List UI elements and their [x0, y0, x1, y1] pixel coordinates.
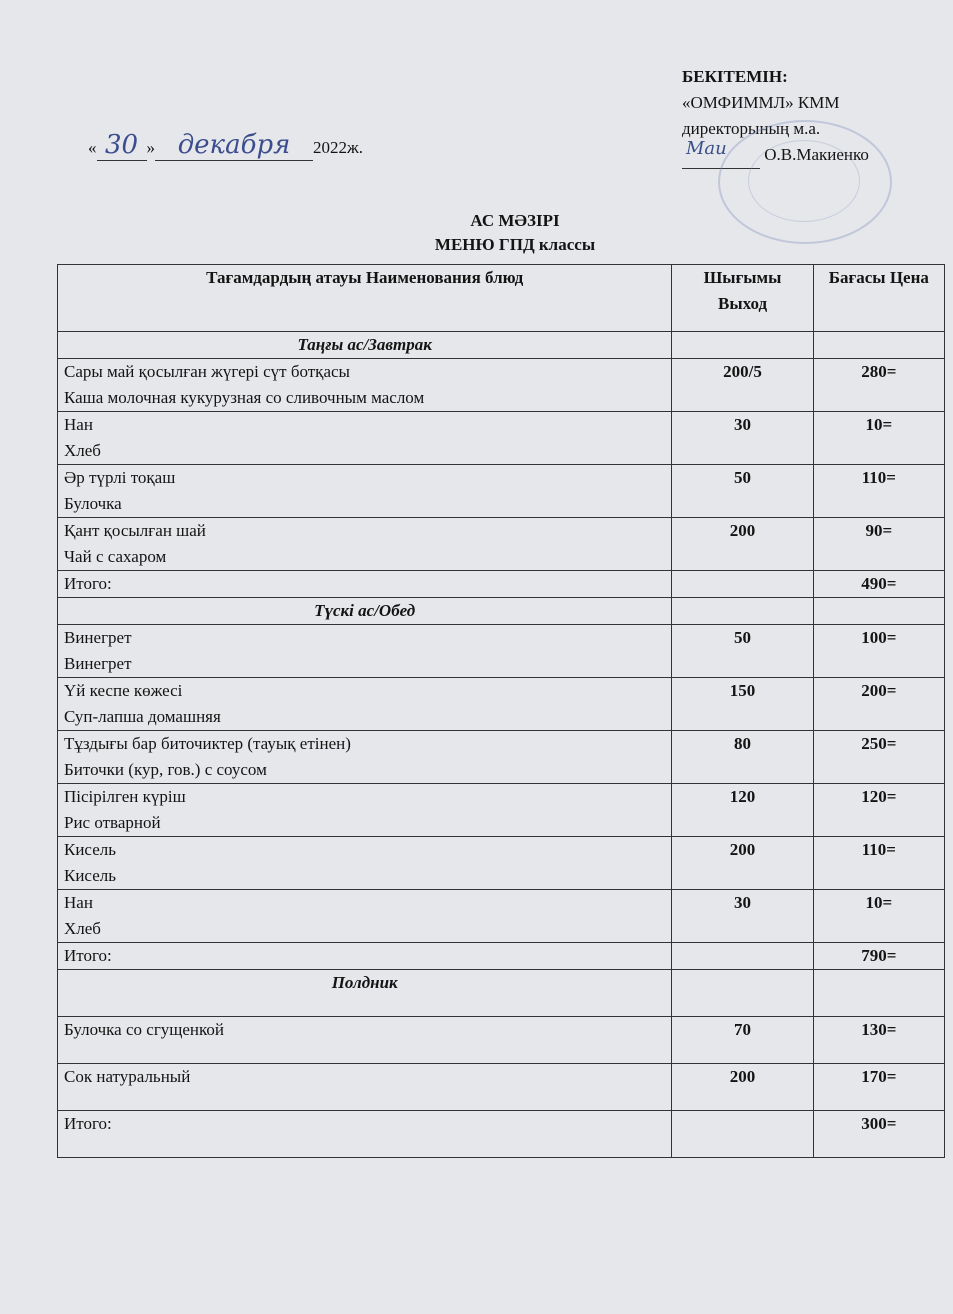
- dish-name-ru: Булочка: [64, 494, 122, 513]
- approval-title: БЕКІТЕМІН:: [682, 67, 788, 86]
- table-row: [58, 678, 945, 731]
- dish-output: 50: [672, 625, 813, 678]
- table-row: [58, 1017, 945, 1064]
- dish-price: 250=: [813, 731, 944, 784]
- table-row: [58, 837, 945, 890]
- date-open-quote: «: [88, 138, 97, 157]
- total-value: 790=: [813, 943, 944, 970]
- dish-name: Сок натуральный: [58, 1064, 672, 1111]
- total-label: Итого:: [58, 1111, 672, 1158]
- section-row: [58, 598, 945, 625]
- dish-price: 200=: [813, 678, 944, 731]
- table-row: [58, 625, 945, 678]
- dish-output: 120: [672, 784, 813, 837]
- dish-name-ru: Суп-лапша домашняя: [64, 707, 221, 726]
- dish-name-ru: Кисель: [64, 866, 116, 885]
- total-row: [58, 943, 945, 970]
- table-row: [58, 731, 945, 784]
- dish-name-kz: Нан: [64, 893, 93, 912]
- dish-name-ru: Чай с сахаром: [64, 547, 167, 566]
- table-row: [58, 1064, 945, 1111]
- table-row: [58, 784, 945, 837]
- table-row: [58, 412, 945, 465]
- table-row: [58, 890, 945, 943]
- table-row: [58, 465, 945, 518]
- dish-price: 100=: [813, 625, 944, 678]
- dish-name-ru: Рис отварной: [64, 813, 161, 832]
- dish-price: 10=: [813, 412, 944, 465]
- dish-name-kz: Тұздығы бар биточиктер (тауық етінен): [64, 734, 351, 753]
- dish-output: 200: [672, 1064, 813, 1111]
- date-day: 30: [97, 130, 147, 161]
- header-price: Бағасы Цена: [813, 265, 944, 332]
- section-row: [58, 970, 945, 1017]
- dish-price: 280=: [813, 359, 944, 412]
- dish-output: 30: [672, 890, 813, 943]
- dish-name-kz: Сары май қосылған жүгері сүт ботқасы: [64, 362, 350, 381]
- dish-price: 110=: [813, 465, 944, 518]
- dish-name-ru: Каша молочная кукурузная со сливочным маслом: [64, 388, 425, 407]
- dish-name-kz: Пісірілген күріш: [64, 787, 186, 806]
- dish-output: 200: [672, 518, 813, 571]
- table-row: [58, 359, 945, 412]
- dish-price: 170=: [813, 1064, 944, 1111]
- total-value: 300=: [813, 1111, 944, 1158]
- approval-org: «ОМФИММЛ» КММ: [682, 93, 840, 112]
- section-title: Таңғы ас/Завтрак: [58, 332, 672, 359]
- dish-output: 200/5: [672, 359, 813, 412]
- section-title: Полдник: [58, 970, 672, 1017]
- total-label: Итого:: [58, 943, 672, 970]
- dish-price: 110=: [813, 837, 944, 890]
- dish-name-ru: Хлеб: [64, 441, 101, 460]
- section-title: Түскі ас/Обед: [58, 598, 672, 625]
- dish-name-kz: Кисель: [64, 840, 116, 859]
- table-header-row: [58, 265, 945, 332]
- header-name: Тағамдардың атауы Наименования блюд: [58, 265, 672, 332]
- dish-price: 90=: [813, 518, 944, 571]
- date-line: [88, 130, 363, 161]
- signature-script: Mau: [686, 138, 727, 159]
- dish-name-kz: Әр түрлі тоқаш: [64, 468, 176, 487]
- approval-name: О.В.Макиенко: [764, 145, 869, 164]
- dish-name-ru: Биточки (кур, гов.) с соусом: [64, 760, 267, 779]
- dish-output: 70: [672, 1017, 813, 1064]
- dish-output: 30: [672, 412, 813, 465]
- table-row: [58, 518, 945, 571]
- dish-name-kz: Қант қосылған шай: [64, 521, 206, 540]
- dish-name-kz: Үй кеспе көжесі: [64, 681, 183, 700]
- dish-name-kz: Винегрет: [64, 628, 132, 647]
- page-title: [0, 209, 953, 257]
- dish-name: Булочка со сгущенкой: [58, 1017, 672, 1064]
- date-year: 2022ж.: [313, 138, 363, 157]
- total-row: [58, 1111, 945, 1158]
- approval-position: директорының м.а.: [682, 119, 821, 138]
- dish-price: 120=: [813, 784, 944, 837]
- dish-output: 50: [672, 465, 813, 518]
- date-month: декабря: [155, 130, 313, 161]
- dish-name-kz: Нан: [64, 415, 93, 434]
- dish-output: 150: [672, 678, 813, 731]
- date-close-quote: »: [146, 138, 155, 157]
- dish-output: 200: [672, 837, 813, 890]
- total-value: 490=: [813, 571, 944, 598]
- dish-price: 10=: [813, 890, 944, 943]
- total-label: Итого:: [58, 571, 672, 598]
- header-output: Шығымы Выход: [672, 265, 813, 332]
- section-row: [58, 332, 945, 359]
- title-line-2: МЕНЮ ГПД классы: [434, 235, 596, 254]
- title-line-1: АС МӘЗІРІ: [470, 211, 560, 230]
- dish-output: 80: [672, 731, 813, 784]
- dish-name-ru: Винегрет: [64, 654, 132, 673]
- menu-table: [57, 264, 945, 1158]
- total-row: [58, 571, 945, 598]
- dish-price: 130=: [813, 1017, 944, 1064]
- dish-name-ru: Хлеб: [64, 919, 101, 938]
